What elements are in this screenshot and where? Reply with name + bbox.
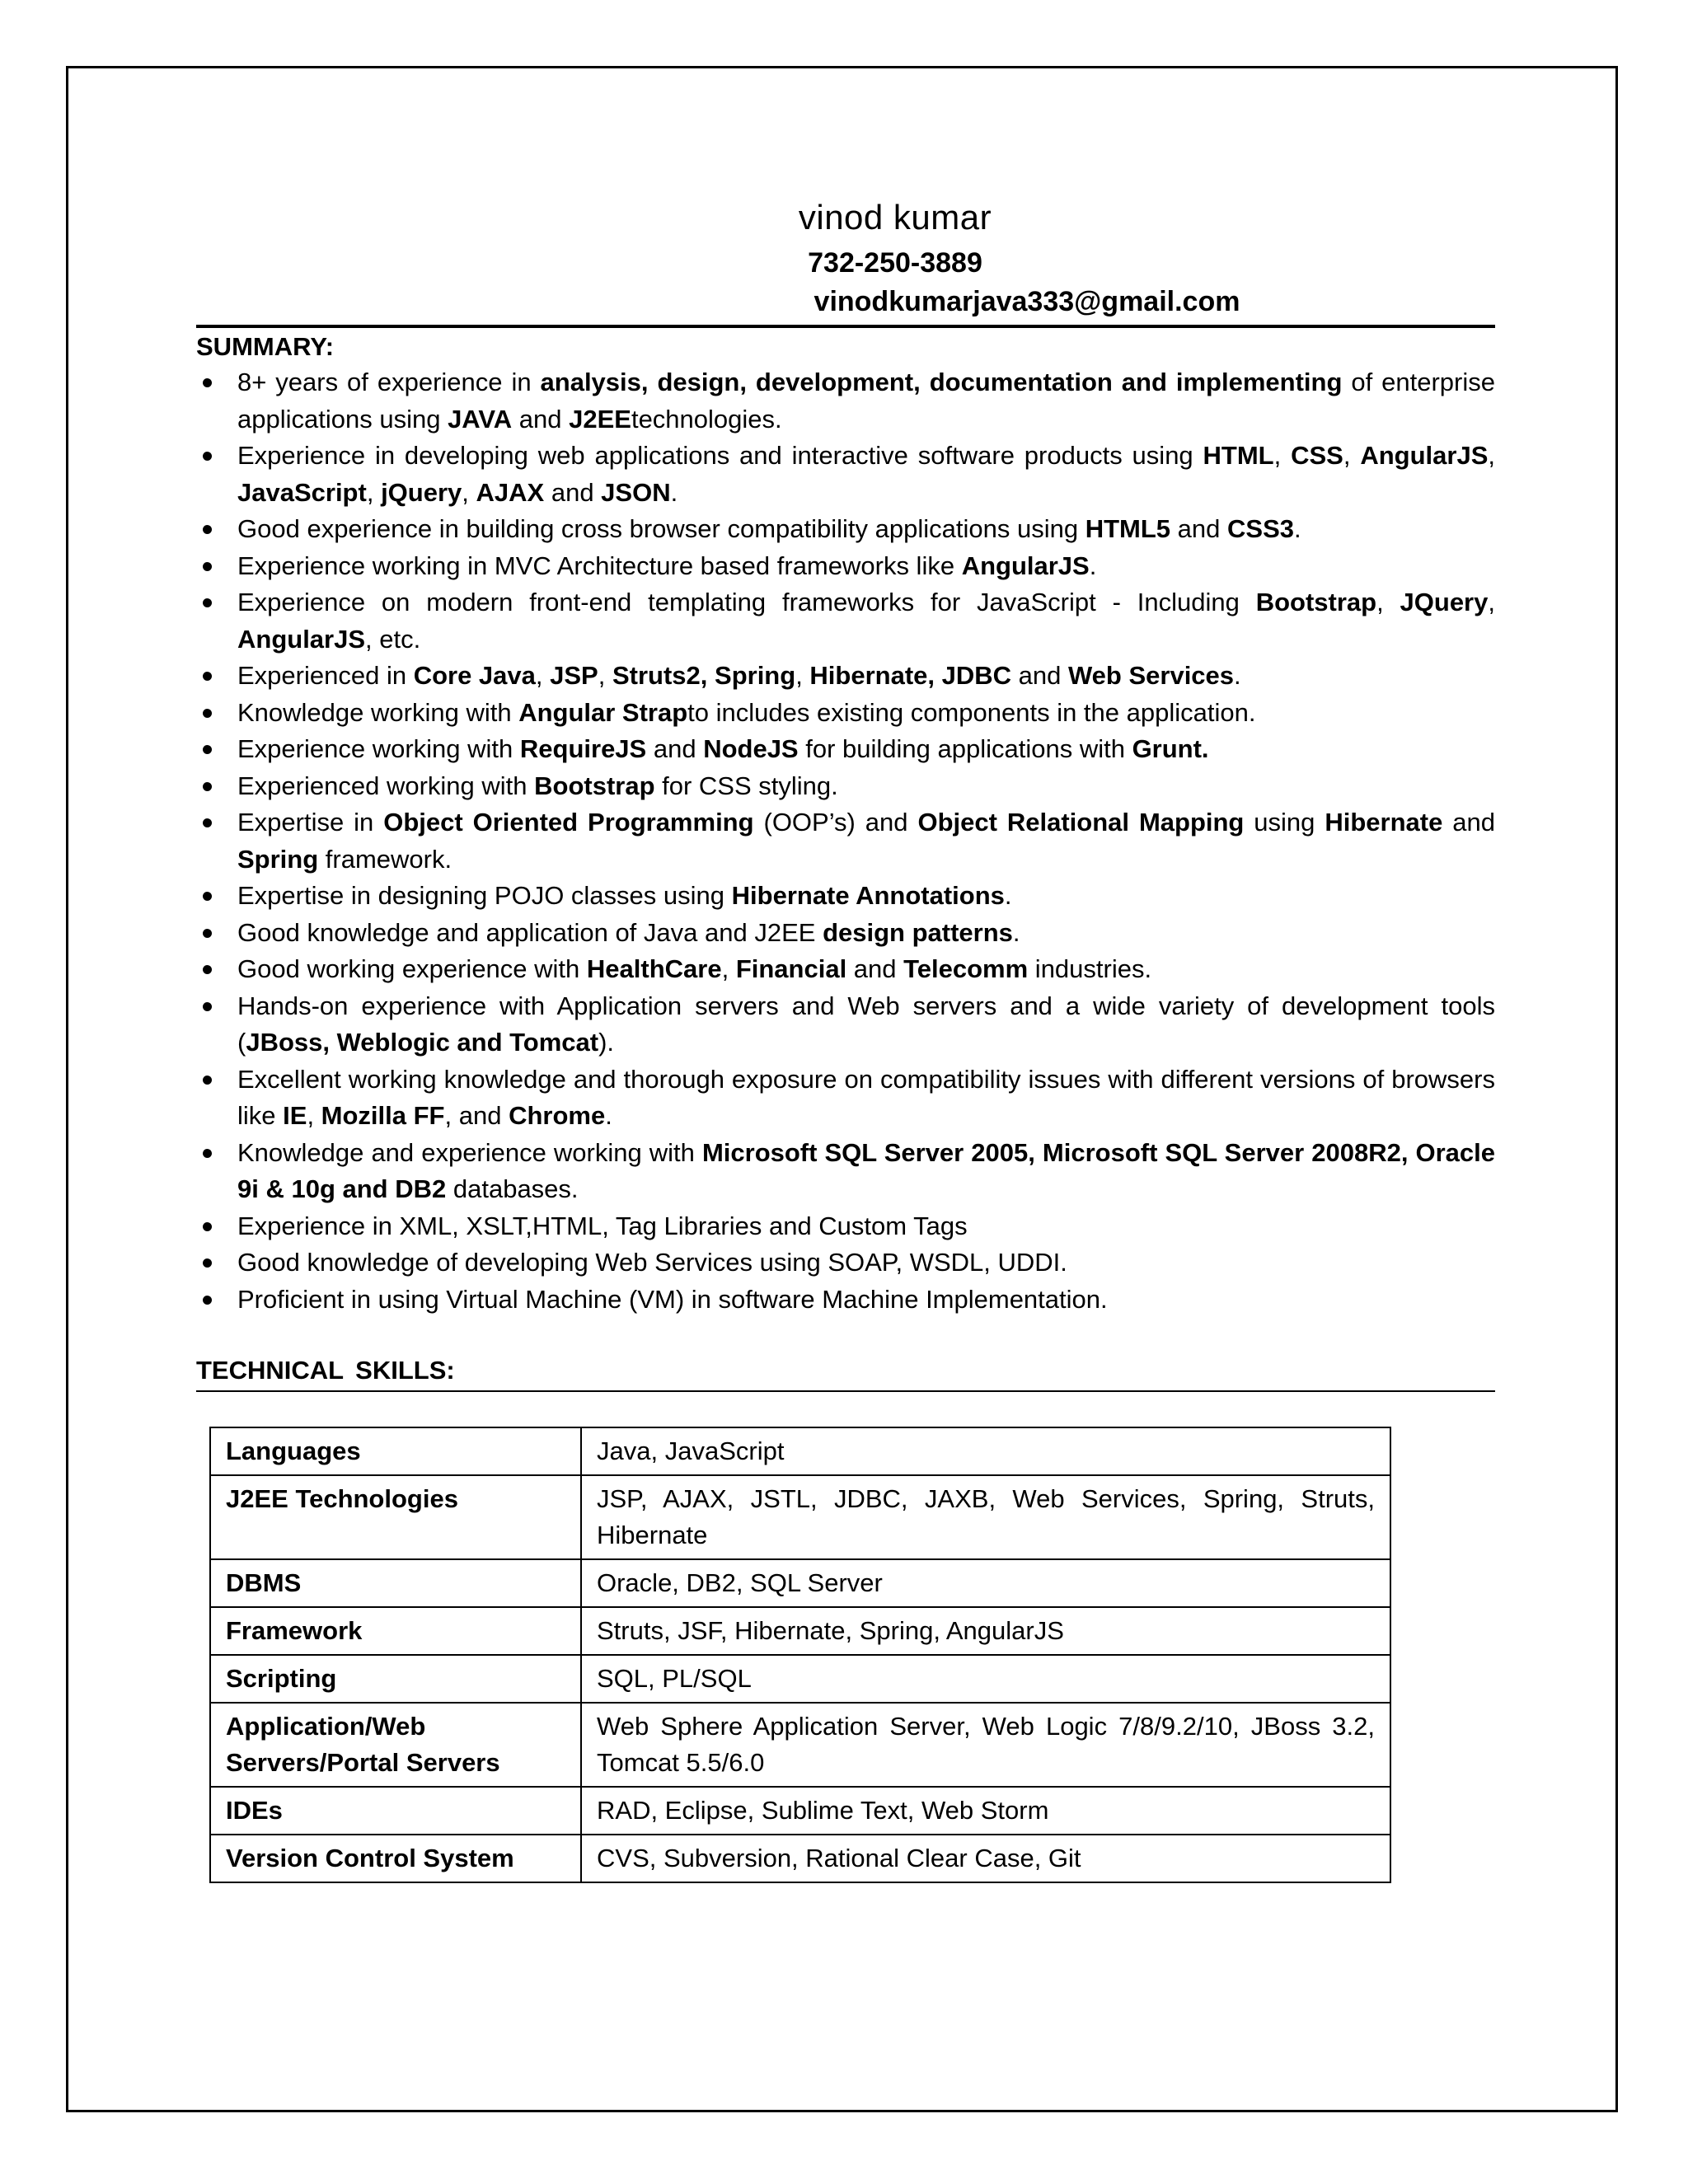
summary-item-bold-text: JQuery (1400, 588, 1489, 616)
summary-item-bold-text: AngularJS (237, 624, 366, 654)
summary-item-bold-text: Core Java (413, 661, 536, 690)
skills-table-row (210, 1655, 1390, 1703)
summary-item-text: industries. (1028, 954, 1152, 983)
summary-item-bold-text: CSS (1291, 441, 1343, 470)
technical-skills-divider (196, 1390, 1495, 1392)
summary-item-bold-text: analysis, design, development, documentation and implementing (540, 368, 1343, 396)
summary-item-text: for building applications with (798, 734, 1132, 763)
header-divider (196, 325, 1495, 328)
summary-item-text: Hands-on experience with Application servers and Web servers and a wide variety of development tools ( (237, 991, 1495, 1057)
summary-item-bold-text: jQuery (381, 477, 462, 507)
skills-table-row (210, 1703, 1390, 1787)
candidate-email: vinodkumarjava333@gmail.com (814, 286, 1240, 317)
summary-item-text: . (605, 1101, 612, 1130)
skill-category: Framework (210, 1607, 581, 1655)
summary-item-text: for CSS styling. (654, 771, 838, 800)
summary-item (196, 915, 1495, 952)
summary-item-text: and (512, 404, 570, 434)
summary-item-bold-text: Spring (237, 844, 319, 874)
skill-values: RAD, Eclipse, Sublime Text, Web Storm (581, 1787, 1390, 1835)
summary-item-text: technologies. (631, 404, 782, 434)
summary-item (196, 768, 1495, 805)
summary-item-text: Experience on modern front-end templating frameworks for JavaScript - Including (237, 588, 1256, 616)
technical-skills-heading: TECHNICAL SKILLS: (196, 1356, 455, 1385)
summary-item-text: . (670, 477, 678, 507)
skill-values: Java, JavaScript (581, 1427, 1390, 1475)
summary-item-text: Excellent working knowledge and thorough exposure on compatibility issues with different versions of browsers like (237, 1064, 1495, 1130)
summary-heading: SUMMARY: (196, 332, 335, 361)
summary-item (196, 548, 1495, 585)
summary-item-bold-text: Hibernate Annotations (731, 881, 1005, 910)
summary-item-text: Experience in developing web applications and interactive software products using (237, 441, 1203, 470)
summary-item-text: , (307, 1101, 321, 1130)
summary-item-bold-text: design patterns (823, 917, 1013, 947)
summary-item-text: , (598, 661, 612, 690)
summary-item (196, 1282, 1495, 1319)
summary-item-text: Expertise in designing POJO classes using (237, 881, 732, 910)
summary-item-text: and (646, 734, 704, 763)
summary-item-text: Experienced in (237, 661, 414, 690)
summary-item-text: Good knowledge and application of Java and J2EE (237, 917, 823, 947)
summary-item-text: . (1234, 661, 1241, 690)
summary-item-bold-text: Grunt. (1132, 734, 1209, 763)
summary-item-text: and (1170, 514, 1227, 543)
skills-table-row (210, 1559, 1390, 1607)
summary-item-bold-text: Web Services (1067, 661, 1235, 690)
summary-item (196, 438, 1495, 511)
summary-item-text: ). (598, 1028, 615, 1057)
resume-content (196, 194, 1495, 1883)
summary-item-text: , (366, 477, 382, 507)
summary-item (196, 584, 1495, 658)
summary-item-bold-text: HTML (1203, 441, 1274, 470)
skill-category: Scripting (210, 1655, 581, 1703)
skill-values: SQL, PL/SQL (581, 1655, 1390, 1703)
summary-item-text: Experienced working with (237, 771, 535, 800)
summary-item-text: Knowledge and experience working with (237, 1137, 702, 1167)
summary-item (196, 658, 1495, 695)
summary-item-text: (OOP’s) and (753, 808, 918, 837)
summary-item-bold-text: Hibernate, JDBC (809, 661, 1012, 690)
summary-item-bold-text: Object Oriented Programming (383, 808, 754, 837)
summary-item (196, 1208, 1495, 1245)
candidate-name: vinod kumar (798, 198, 992, 237)
summary-item-text: Good experience in building cross browser compatibility applications using (237, 514, 1085, 543)
summary-item-text: databases. (446, 1174, 579, 1203)
summary-item-bold-text: JBoss, Weblogic and Tomcat (246, 1028, 599, 1057)
skills-table-row (210, 1427, 1390, 1475)
summary-item (196, 731, 1495, 768)
summary-item-text: and (1011, 661, 1068, 690)
summary-item-bold-text: Hibernate (1325, 808, 1443, 837)
summary-item-text: Experience working in MVC Architecture based frameworks like (237, 551, 962, 580)
summary-item-text: , (1343, 441, 1361, 470)
summary-item-bold-text: CSS3 (1227, 514, 1294, 543)
skill-values: Web Sphere Application Server, Web Logic 7/8/9.2/10, JBoss 3.2, Tomcat 5.5/6.0 (581, 1703, 1390, 1787)
summary-item (196, 1062, 1495, 1135)
summary-item-bold-text: JAVA (448, 404, 513, 434)
summary-item-bold-text: Struts2, Spring (612, 661, 796, 690)
summary-item-text: , (1376, 588, 1400, 616)
summary-item-text: of enterprise applications using (237, 368, 1495, 434)
summary-item-bold-text: HealthCare (586, 954, 722, 983)
skill-category: Version Control System (210, 1835, 581, 1882)
skill-values: Struts, JSF, Hibernate, Spring, AngularJS (581, 1607, 1390, 1655)
summary-item-text: . (1089, 551, 1097, 580)
summary-item-text: Good knowledge of developing Web Services using SOAP, WSDL, UDDI. (237, 1248, 1067, 1277)
summary-item (196, 878, 1495, 915)
skills-table-row (210, 1475, 1390, 1559)
summary-item (196, 511, 1495, 548)
summary-item-bold-text: Microsoft SQL Server 2005, Microsoft SQL Server 2008R2, Oracle 9i & 10g and DB2 (237, 1137, 1495, 1203)
summary-item (196, 1244, 1495, 1282)
summary-item-text: , etc. (365, 624, 421, 654)
summary-item-bold-text: JSON (601, 477, 671, 507)
summary-item-text: , (721, 954, 736, 983)
summary-item-text: Expertise in (237, 808, 384, 837)
summary-item-bold-text: Financial (735, 954, 847, 983)
summary-item-text: . (1293, 514, 1301, 543)
summary-item-text: , (1488, 588, 1495, 616)
summary-item-bold-text: Telecomm (903, 954, 1029, 983)
skills-table-row (210, 1835, 1390, 1882)
summary-item-text: . (1004, 881, 1012, 910)
skills-table-body (210, 1427, 1390, 1882)
summary-item (196, 988, 1495, 1062)
summary-item-text: 8+ years of experience in (237, 368, 541, 396)
summary-item-text: Knowledge working with (237, 697, 519, 727)
summary-item (196, 951, 1495, 988)
skill-category: J2EE Technologies (210, 1475, 581, 1559)
summary-item (196, 804, 1495, 878)
summary-item-bold-text: Angular Strap (518, 697, 688, 727)
summary-item-bold-text: JSP (550, 661, 598, 690)
summary-item-bold-text: J2EE (569, 404, 631, 434)
technical-skills-table (209, 1427, 1391, 1883)
skills-table-row (210, 1787, 1390, 1835)
summary-item-text: and (846, 954, 904, 983)
summary-item-bold-text: NodeJS (703, 734, 799, 763)
summary-item-text: , (1273, 441, 1292, 470)
resume-header (196, 194, 1495, 321)
summary-item-text: using (1244, 808, 1325, 837)
summary-item-text: , (462, 477, 476, 507)
summary-item (196, 695, 1495, 732)
summary-item-bold-text: Chrome (509, 1101, 606, 1130)
summary-item-text: , and (444, 1101, 509, 1130)
summary-item-text: framework. (318, 844, 452, 874)
summary-item-text: . (1012, 917, 1020, 947)
summary-item-bold-text: AngularJS (961, 551, 1090, 580)
summary-item-bold-text: IE (283, 1101, 307, 1130)
summary-item-bold-text: Object Relational Mapping (917, 808, 1245, 837)
candidate-phone: 732-250-3889 (808, 247, 982, 279)
summary-item-bold-text: RequireJS (519, 734, 647, 763)
summary-item-bold-text: HTML5 (1085, 514, 1171, 543)
summary-item-bold-text: AngularJS (1360, 441, 1489, 470)
summary-item-text: , (1488, 441, 1495, 470)
summary-item-text: to includes existing components in the application. (687, 697, 1256, 727)
summary-item-text: Proficient in using Virtual Machine (VM) in software Machine Implementation. (237, 1284, 1108, 1314)
summary-item-text: and (544, 477, 602, 507)
summary-item-text: , (795, 661, 810, 690)
summary-item-bold-text: Bootstrap (1255, 588, 1377, 616)
summary-item (196, 1135, 1495, 1208)
skill-values: JSP, AJAX, JSTL, JDBC, JAXB, Web Services, Spring, Struts, Hibernate (581, 1475, 1390, 1559)
summary-item-bold-text: JavaScript (237, 477, 367, 507)
summary-item-text: , (535, 661, 551, 690)
skill-category: DBMS (210, 1559, 581, 1607)
summary-item-bold-text: Mozilla FF (321, 1101, 445, 1130)
summary-item-text: and (1442, 808, 1495, 837)
summary-list (196, 364, 1495, 1318)
summary-item (196, 364, 1495, 438)
skill-values: CVS, Subversion, Rational Clear Case, Git (581, 1835, 1390, 1882)
skill-values: Oracle, DB2, SQL Server (581, 1559, 1390, 1607)
skills-table-row (210, 1607, 1390, 1655)
summary-item-text: Experience working with (237, 734, 520, 763)
summary-item-text: Experience in XML, XSLT,HTML, Tag Libraries and Custom Tags (237, 1211, 968, 1240)
skill-category: Application/Web Servers/Portal Servers (210, 1703, 581, 1787)
skill-category: IDEs (210, 1787, 581, 1835)
summary-item-bold-text: AJAX (476, 477, 545, 507)
skill-category: Languages (210, 1427, 581, 1475)
summary-item-bold-text: Bootstrap (534, 771, 655, 800)
summary-item-text: Good working experience with (237, 954, 587, 983)
